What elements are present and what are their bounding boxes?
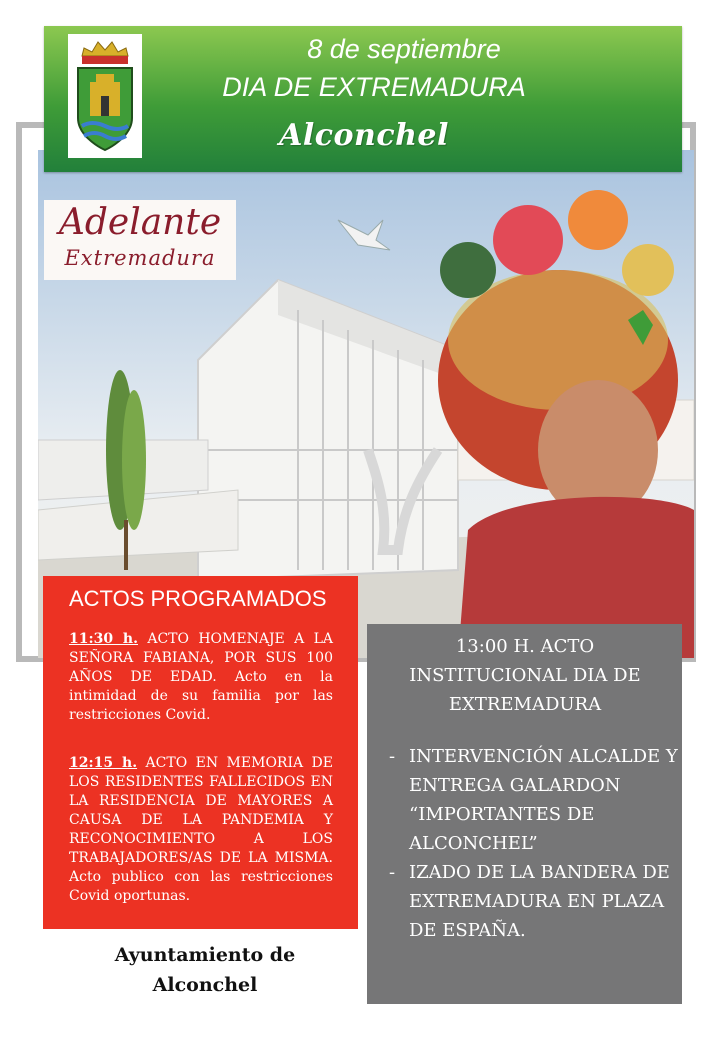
- coat-of-arms: [68, 34, 142, 158]
- programme-item-time: 12:15 h.: [69, 755, 138, 771]
- programme-item-text: ACTO HOMENAJE A LA SEÑORA FABIANA, POR SUS 100 AÑOS DE EDAD. Acto en la intimidad de su familia por las restricciones Covid.: [69, 631, 334, 723]
- event-date: 8 de septiembre: [307, 34, 501, 64]
- header-banner: [44, 26, 682, 172]
- organizer-line2: Alconchel: [152, 974, 258, 996]
- organizer-signature: [60, 940, 350, 1000]
- programme-title: ACTOS PROGRAMADOS: [69, 586, 327, 611]
- list-item-text: INTERVENCIÓN ALCALDE Y ENTREGA GALARDON “IMPORTANTES DE ALCONCHEL”: [409, 746, 678, 854]
- programme-box: [43, 576, 358, 929]
- dash-bullet: -: [389, 746, 396, 767]
- event-title: DIA DE EXTREMADURA: [222, 72, 526, 102]
- institutional-heading: 13:00 H. ACTO INSTITUCIONAL DIA DE EXTREMADURA: [409, 636, 641, 715]
- coat-of-arms-icon: [68, 34, 142, 158]
- list-item: [389, 858, 679, 945]
- adelante-extremadura-logo: [44, 200, 236, 280]
- institutional-box: [367, 624, 682, 1004]
- programme-item: [69, 754, 333, 906]
- list-item: [389, 742, 679, 858]
- programme-item-text: ACTO EN MEMORIA DE LOS RESIDENTES FALLECIDOS EN LA RESIDENCIA DE MAYORES A CAUSA DE LA PANDEMIA Y RECONOCIMIENTO A LOS TRABAJADORES/AS DE LA MISMA. Acto publico con las restricciones Covid oportunas.: [69, 755, 334, 904]
- programme-item-time: 11:30 h.: [69, 631, 138, 647]
- institutional-list: [389, 742, 679, 945]
- dash-bullet: -: [389, 862, 396, 883]
- programme-item: [69, 630, 333, 725]
- logo-line2: Extremadura: [64, 246, 216, 270]
- logo-line1: Adelante: [58, 202, 222, 243]
- list-item-text: IZADO DE LA BANDERA DE EXTREMADURA EN PLAZA DE ESPAÑA.: [409, 862, 670, 941]
- organizer-line1: Ayuntamiento de: [114, 944, 296, 966]
- town-name: Alconchel: [279, 118, 449, 153]
